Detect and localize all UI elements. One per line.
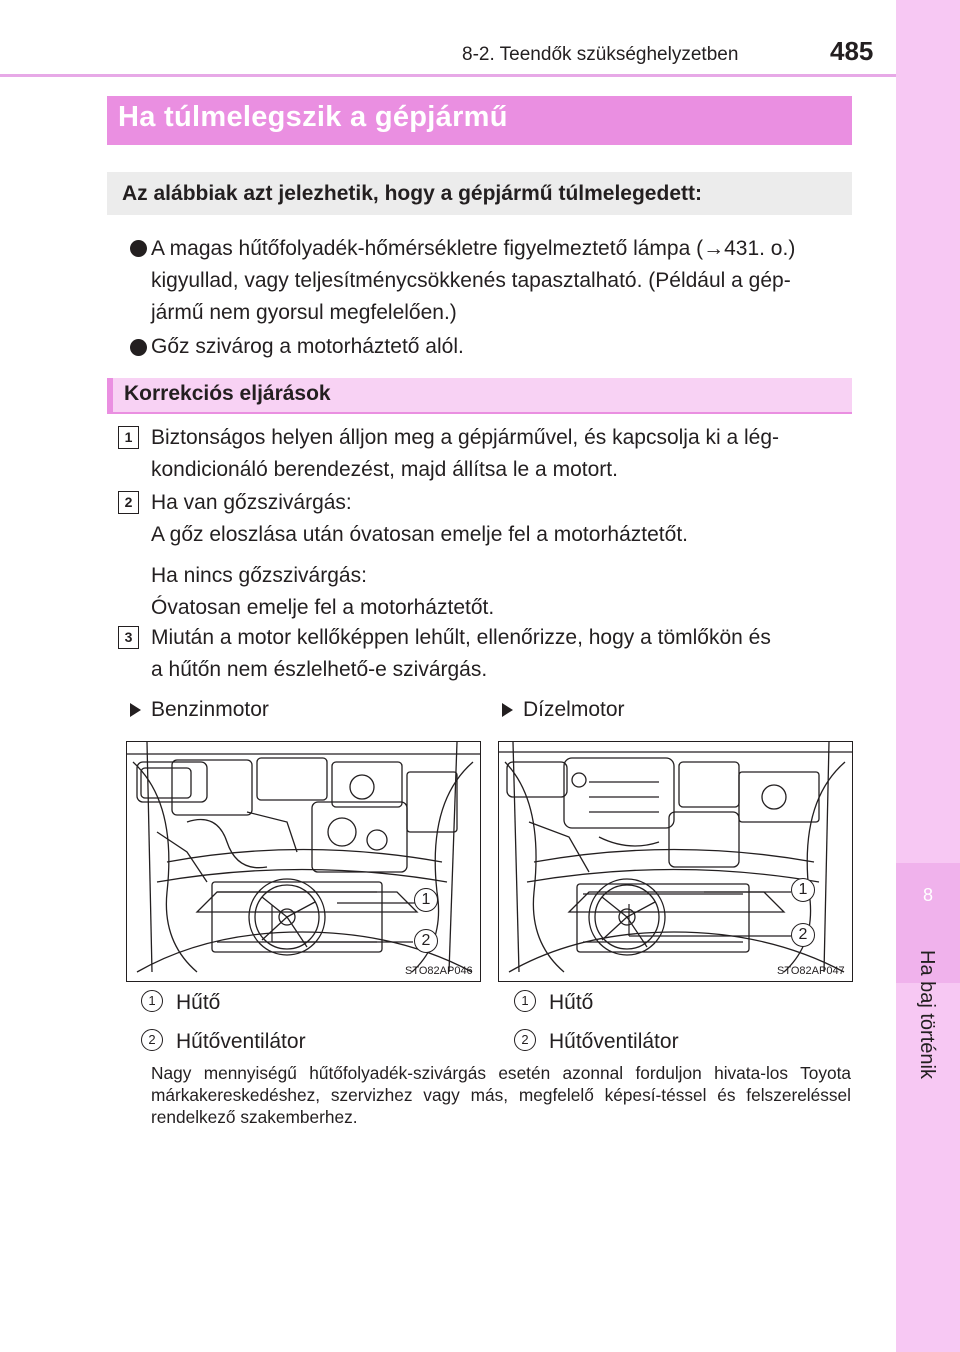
figure-1-label: Benzinmotor [151, 698, 269, 721]
procedure-heading-accent [107, 378, 113, 412]
step-3-text [151, 622, 856, 686]
step-2-line-3: Ha nincs gőzszivárgás: [151, 564, 367, 587]
indicator-item-2 [151, 331, 464, 363]
legend-text: Hűtő [176, 991, 221, 1014]
triangle-marker-icon [130, 703, 141, 717]
indicator-1-line-2: kigyullad, vagy teljesítménycsökkenés tapasztalható. (Például a gép- [151, 269, 791, 292]
figure-petrol-engine [126, 741, 481, 982]
legend-number: 2 [514, 1029, 536, 1051]
step-number-1: 1 [118, 426, 139, 449]
procedure-heading-underline [107, 412, 852, 414]
chapter-side-tab [896, 0, 960, 1352]
step-2-line-1: Ha van gőzszivárgás: [151, 491, 352, 514]
step-1-line-1: Biztonságos helyen álljon meg a gépjárművel, és kapcsolja ki a lég- [151, 426, 780, 449]
indicator-1-line-3: jármű nem gyorsul megfelelően.) [151, 301, 457, 324]
page-title: Ha túlmelegszik a gépjármű [118, 101, 508, 133]
chapter-title-wrap [896, 950, 960, 1110]
bullet-dot [130, 240, 147, 257]
legend-text: Hűtőventilátor [176, 1030, 306, 1053]
callout-1: 1 [791, 878, 815, 902]
callout-2: 2 [414, 929, 438, 953]
step-2-line-2: A gőz eloszlása után óvatosan emelje fel a motorháztetőt. [151, 523, 688, 546]
callout-2: 2 [791, 923, 815, 947]
figure-diesel-engine [498, 741, 853, 982]
indicator-1-line-1: A magas hűtőfolyadék-hőmérsékletre figyelmeztető lámpa (→431. o.) [151, 237, 796, 260]
page-number: 485 [830, 36, 874, 66]
figure-code: STO82AP047 [777, 965, 845, 977]
indicators-heading: Az alábbiak azt jelezhetik, hogy a gépjármű túlmelegedett: [122, 182, 702, 205]
procedure-heading: Korrekciós eljárások [124, 382, 331, 405]
header-divider [0, 74, 896, 77]
triangle-marker-icon [502, 703, 513, 717]
legend-number: 1 [514, 990, 536, 1012]
step-3-line-1: Miután a motor kellőképpen lehűlt, ellenőrizze, hogy a tömlőkön és [151, 626, 771, 649]
leak-note: Nagy mennyiségű hűtőfolyadék-szivárgás esetén azonnal forduljon hivata-los Toyota márkakereskedéshez, szervizhez vagy más, megfelelő képesí-téssel és felszereléssel rendelkező szakemberhez. [151, 1063, 851, 1127]
step-2-text [151, 487, 688, 624]
step-number-2: 2 [118, 491, 139, 514]
figure-2-label: Dízelmotor [523, 698, 625, 721]
step-number-3: 3 [118, 626, 139, 649]
legend-text: Hűtőventilátor [549, 1030, 679, 1053]
legend-number: 2 [141, 1029, 163, 1051]
chapter-title: Ha baj történik [916, 950, 938, 1079]
chapter-number: 8 [922, 885, 933, 905]
step-1-text [151, 422, 856, 486]
step-1-line-2: kondicionáló berendezést, majd állítsa le a motort. [151, 458, 618, 481]
bullet-dot [130, 339, 147, 356]
header-section-title: 8-2. Teendők szükséghelyzetben [462, 44, 739, 65]
indicator-2-line-1: Gőz szivárog a motorháztető alól. [151, 335, 464, 358]
legend-text: Hűtő [549, 991, 594, 1014]
indicator-item-1 [151, 233, 856, 329]
step-2-line-4: Óvatosan emelje fel a motorháztetőt. [151, 596, 495, 619]
legend-number: 1 [141, 990, 163, 1012]
figure-code: STO82AP046 [405, 965, 473, 977]
step-3-line-2: a hűtőn nem észlelhető-e szivárgás. [151, 658, 488, 681]
callout-1: 1 [414, 888, 438, 912]
